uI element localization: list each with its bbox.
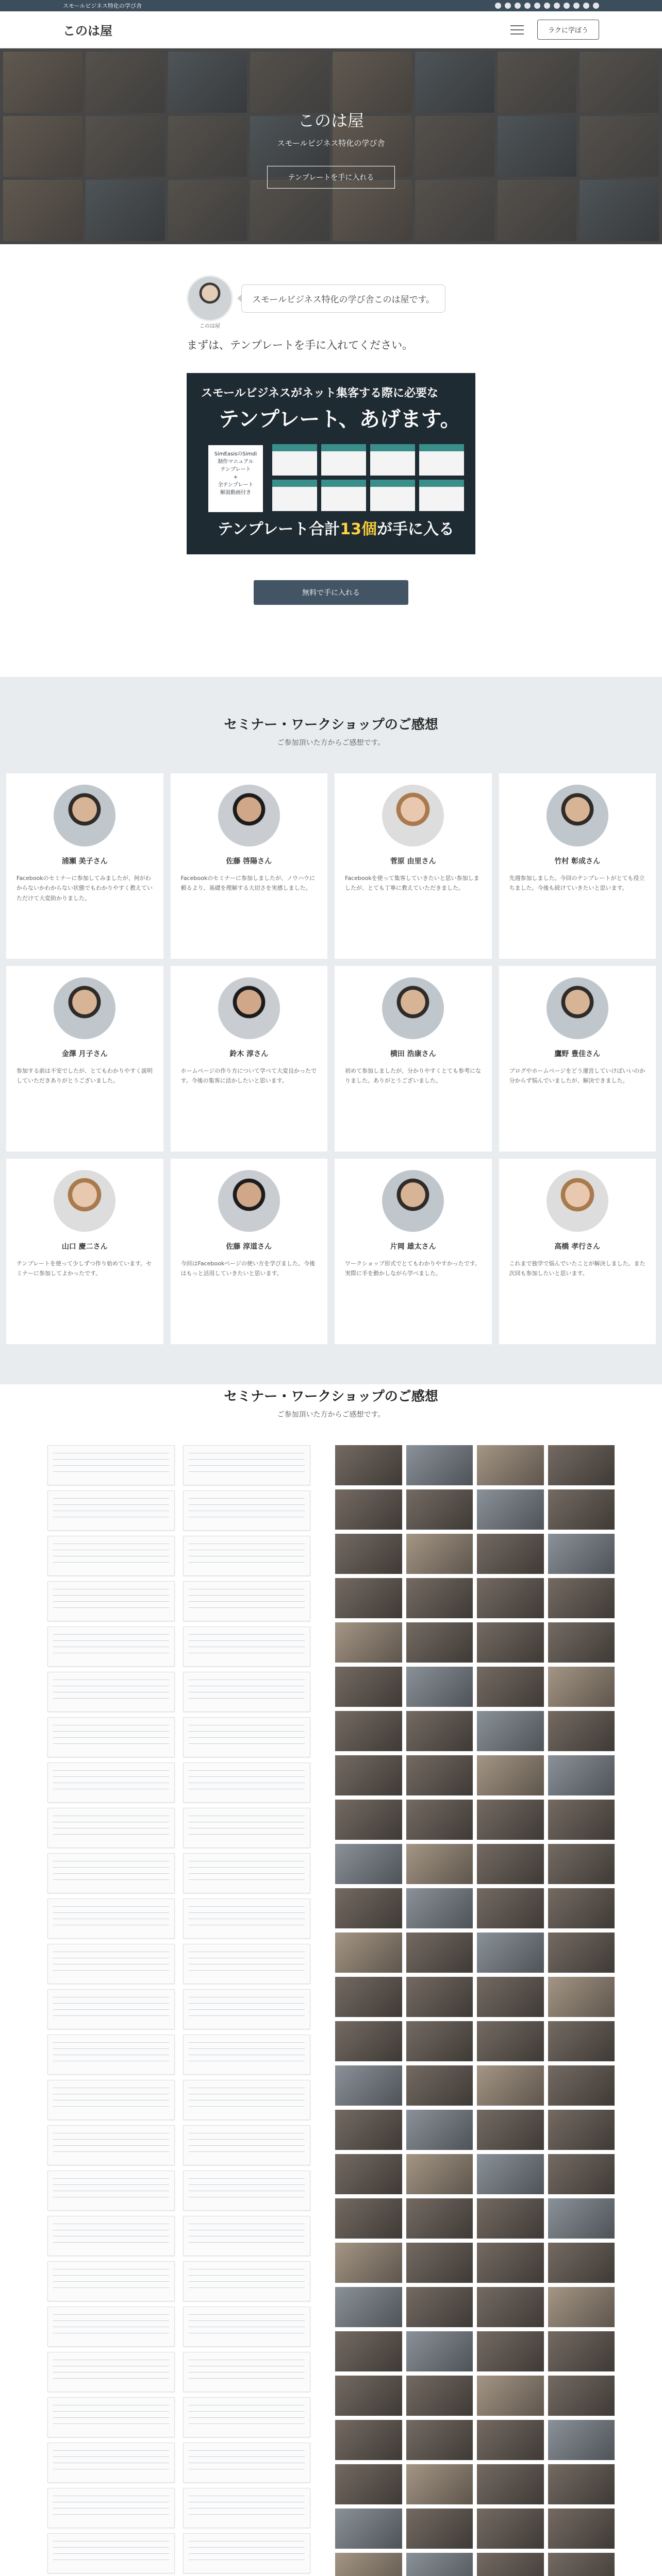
feedback-sheet-image bbox=[183, 2488, 310, 2528]
feedback-sheet-image bbox=[183, 1762, 310, 1803]
workshop-photo bbox=[406, 2420, 473, 2460]
workshop-photo bbox=[477, 2553, 544, 2576]
workshop-photo bbox=[548, 2021, 615, 2061]
gallery-title: セミナー・ワークショップのご感想 bbox=[224, 1389, 438, 1404]
avatar bbox=[218, 785, 280, 846]
workshop-photo bbox=[335, 2154, 402, 2194]
feedback-sheet-image bbox=[183, 1626, 310, 1667]
feedback-sheet-image bbox=[183, 1672, 310, 1712]
workshop-photo bbox=[477, 1534, 544, 1574]
header-cta-button[interactable]: ラクに学ぼう bbox=[537, 20, 599, 40]
feedback-sheet-image bbox=[47, 1581, 175, 1621]
workshop-photo bbox=[406, 1888, 473, 1928]
workshop-photo bbox=[335, 1622, 402, 1663]
testimonial-card: 山口 慶二さん テンプレートを使って少しずつ作り始めています。セミナーに参加してよかったです。 bbox=[6, 1159, 163, 1344]
feedback-sheet-image bbox=[183, 1853, 310, 1893]
feedback-sheet-image bbox=[183, 2443, 310, 2483]
workshop-photo bbox=[335, 2420, 402, 2460]
workshop-photo bbox=[548, 2509, 615, 2549]
workshop-photo bbox=[406, 1844, 473, 1884]
twitter-icon[interactable] bbox=[505, 3, 511, 9]
avatar bbox=[547, 977, 608, 1039]
workshop-photo bbox=[335, 2553, 402, 2576]
workshop-photo bbox=[406, 2376, 473, 2416]
feedback-sheet-image bbox=[47, 2125, 175, 2165]
workshop-photo bbox=[477, 2331, 544, 2371]
workshop-photo bbox=[335, 1534, 402, 1574]
testimonial-card: 竹村 彰成さん 先週参加しました。今回のテンプレートがとても役立ちました。今後も続けていきたいと思います。 bbox=[499, 773, 656, 959]
workshop-photo bbox=[477, 1755, 544, 1795]
feedback-sheet-image bbox=[47, 2443, 175, 2483]
workshop-photo bbox=[548, 1578, 615, 1618]
workshop-photo bbox=[477, 2065, 544, 2106]
top-bar bbox=[0, 0, 662, 11]
workshop-photo bbox=[406, 2464, 473, 2504]
feedback-sheet-image bbox=[47, 2035, 175, 2075]
workshop-photo bbox=[477, 2243, 544, 2283]
workshop-photo bbox=[406, 1578, 473, 1618]
workshop-photo bbox=[335, 1489, 402, 1530]
avatar bbox=[382, 977, 444, 1039]
workshop-photo bbox=[477, 1667, 544, 1707]
workshop-photo bbox=[477, 1489, 544, 1530]
feedback-sheet-image bbox=[47, 2171, 175, 2211]
feedback-sheet-image bbox=[47, 1536, 175, 1576]
workshop-photo bbox=[548, 1534, 615, 1574]
instagram-icon[interactable] bbox=[515, 3, 521, 9]
feedback-sheet-image bbox=[183, 2397, 310, 2437]
hatena-icon[interactable] bbox=[573, 3, 580, 9]
feedback-sheet-image bbox=[183, 1490, 310, 1531]
hero-template-button[interactable]: テンプレートを手に入れる bbox=[267, 166, 395, 189]
intro-section bbox=[187, 244, 475, 687]
workshop-photo bbox=[335, 2287, 402, 2327]
gallery-subtitle: ご参加頂いた方からご感想です。 bbox=[277, 1411, 385, 1419]
mail-icon[interactable] bbox=[544, 3, 550, 9]
testimonial-card: 鈴木 淳さん ホームページの作り方について学べて大変良かったです。今後の集客に活かしたいと思います。 bbox=[171, 966, 328, 1151]
workshop-photo bbox=[335, 2509, 402, 2549]
search-icon[interactable] bbox=[593, 3, 599, 9]
gallery-section bbox=[0, 1345, 662, 2576]
workshop-photo bbox=[406, 2198, 473, 2239]
workshop-photo bbox=[335, 1445, 402, 1485]
get-template-button[interactable]: 無料で手に入れる bbox=[254, 580, 408, 605]
intro-lead: まずは、テンプレートを手に入れてください。 bbox=[187, 339, 413, 351]
feedback-sheet-image bbox=[183, 2216, 310, 2256]
feedback-sheet-image bbox=[183, 2261, 310, 2301]
workshop-photo bbox=[406, 1622, 473, 1663]
workshop-photo bbox=[335, 1667, 402, 1707]
workshop-photo bbox=[548, 2154, 615, 2194]
workshop-photo bbox=[548, 1977, 615, 2017]
hamburger-icon[interactable] bbox=[510, 25, 524, 35]
feedback-sheet-image bbox=[47, 1808, 175, 1848]
testimonial-card: 浦瀬 美子さん Facebookのセミナーに参加してみましたが、何がわからないかわからない状態でもわかりやすく教えていただけて大変助かりました。 bbox=[6, 773, 163, 959]
workshop-photo bbox=[548, 2331, 615, 2371]
feedback-sheet-image bbox=[47, 1989, 175, 2029]
workshop-photo bbox=[335, 2065, 402, 2106]
feedback-sheet-image bbox=[183, 2125, 310, 2165]
workshop-photo bbox=[335, 1933, 402, 1973]
feedback-sheet-image bbox=[47, 2488, 175, 2528]
feedback-sheet-image bbox=[47, 1490, 175, 1531]
workshop-photo bbox=[477, 2110, 544, 2150]
banner-headline: テンプレート、あげます。 bbox=[219, 408, 461, 431]
workshop-photo bbox=[335, 2331, 402, 2371]
speech-bubble: スモールビジネス特化の学び舎このは屋です。 bbox=[241, 284, 445, 313]
testimonial-card: 佐藤 啓陽さん Facebookのセミナーに参加しましたが、ノウハウに頼るより、基礎を理解する大切さを実感しました。 bbox=[171, 773, 328, 959]
workshop-photo bbox=[548, 2376, 615, 2416]
feedly-icon[interactable] bbox=[564, 3, 570, 9]
workshop-photos bbox=[335, 1445, 615, 2576]
workshop-photo bbox=[335, 2110, 402, 2150]
voices-section bbox=[0, 677, 662, 1384]
feedback-sheet-image bbox=[47, 1899, 175, 1939]
avatar bbox=[54, 977, 115, 1039]
avatar bbox=[54, 785, 115, 846]
workshop-photo bbox=[548, 1844, 615, 1884]
workshop-photo bbox=[406, 1445, 473, 1485]
site-logo[interactable]: このは屋 bbox=[63, 24, 112, 38]
avatar-name: このは屋 bbox=[200, 324, 220, 329]
voices-subtitle: ご参加頂いた方からご感想です。 bbox=[277, 739, 385, 747]
hero-subtitle: スモールビジネス特化の学び舎 bbox=[277, 139, 385, 148]
line-icon[interactable] bbox=[534, 3, 540, 9]
feedback-sheet-image bbox=[183, 2352, 310, 2392]
avatar bbox=[547, 785, 608, 846]
workshop-photo bbox=[477, 1578, 544, 1618]
feedback-sheet-image bbox=[183, 1445, 310, 1485]
workshop-photo bbox=[477, 2464, 544, 2504]
workshop-photo bbox=[548, 2243, 615, 2283]
workshop-photo bbox=[477, 1933, 544, 1973]
feedback-sheet-image bbox=[47, 1717, 175, 1757]
workshop-photo bbox=[406, 2509, 473, 2549]
facebook-icon[interactable] bbox=[495, 3, 501, 9]
workshop-photo bbox=[335, 1755, 402, 1795]
workshop-photo bbox=[335, 1711, 402, 1751]
feedback-sheet-image bbox=[47, 2261, 175, 2301]
workshop-photo bbox=[406, 2553, 473, 2576]
workshop-photo bbox=[406, 1800, 473, 1840]
workshop-photo bbox=[406, 2287, 473, 2327]
workshop-photo bbox=[335, 2198, 402, 2239]
banner-top-text: スモールビジネスがネット集客する際に必要な bbox=[201, 387, 439, 400]
workshop-photo bbox=[477, 1445, 544, 1485]
workshop-photo bbox=[335, 1800, 402, 1840]
testimonial-card: 鷹野 豊佳さん ブログやホームページをどう運営していけばいいのか分からず悩んでいましたが、解決できました。 bbox=[499, 966, 656, 1151]
workshop-photo bbox=[548, 2464, 615, 2504]
banner-template-thumbnails bbox=[272, 444, 464, 511]
site-header bbox=[0, 11, 662, 48]
workshop-photo bbox=[548, 1933, 615, 1973]
avatar bbox=[54, 1170, 115, 1232]
workshop-photo bbox=[477, 1977, 544, 2017]
testimonial-card: 菅原 由里さん Facebookを使って集客していきたいと思い参加しましたが、とても丁寧に教えていただきました。 bbox=[335, 773, 492, 959]
workshop-photo bbox=[406, 1534, 473, 1574]
feedback-sheet-image bbox=[47, 2397, 175, 2437]
workshop-photo bbox=[335, 1888, 402, 1928]
workshop-photo bbox=[548, 2110, 615, 2150]
feedback-sheet-image bbox=[183, 2307, 310, 2347]
feedback-sheet-image bbox=[47, 2533, 175, 2573]
avatar bbox=[187, 275, 233, 329]
voices-title: セミナー・ワークショップのご感想 bbox=[224, 717, 438, 733]
workshop-photo bbox=[406, 1933, 473, 1973]
workshop-photo bbox=[548, 1445, 615, 1485]
workshop-photo bbox=[477, 1622, 544, 1663]
workshop-photo bbox=[406, 2021, 473, 2061]
workshop-photo bbox=[477, 1711, 544, 1751]
workshop-photo bbox=[477, 1888, 544, 1928]
workshop-photo bbox=[548, 2420, 615, 2460]
workshop-photo bbox=[406, 2243, 473, 2283]
pocket-icon[interactable] bbox=[583, 3, 589, 9]
feedback-sheet-image bbox=[47, 1853, 175, 1893]
feedback-sheet-image bbox=[47, 1626, 175, 1667]
workshop-photo bbox=[406, 2154, 473, 2194]
workshop-photo bbox=[335, 1977, 402, 2017]
workshop-photo bbox=[335, 1578, 402, 1618]
workshop-photo bbox=[406, 2110, 473, 2150]
workshop-photo bbox=[406, 1489, 473, 1530]
avatar bbox=[218, 1170, 280, 1232]
testimonial-card: 高橋 孝行さん これまで独学で悩んでいたことが解決しました。また次回も参加したいと思います。 bbox=[499, 1159, 656, 1344]
avatar bbox=[382, 785, 444, 846]
testimonial-card: 片岡 雄太さん ワークショップ形式でとてもわかりやすかったです。実際に手を動かしながら学べました。 bbox=[335, 1159, 492, 1344]
feedback-sheet-image bbox=[47, 2080, 175, 2120]
template-banner[interactable] bbox=[187, 373, 475, 554]
workshop-photo bbox=[477, 2509, 544, 2549]
workshop-photo bbox=[548, 1755, 615, 1795]
avatar bbox=[382, 1170, 444, 1232]
workshop-photo bbox=[477, 2420, 544, 2460]
feedback-sheet-image bbox=[183, 1944, 310, 1984]
workshop-photo bbox=[548, 2287, 615, 2327]
hero bbox=[0, 48, 662, 244]
feedback-sheet-image bbox=[183, 1899, 310, 1939]
workshop-photo bbox=[548, 1667, 615, 1707]
workshop-photo bbox=[406, 1755, 473, 1795]
avatar bbox=[218, 977, 280, 1039]
workshop-photo bbox=[548, 1622, 615, 1663]
avatar bbox=[547, 1170, 608, 1232]
workshop-photo bbox=[548, 2553, 615, 2576]
workshop-photo bbox=[406, 1977, 473, 2017]
testimonial-card: 金澤 月子さん 参加する前は不安でしたが、とてもわかりやすく説明していただきありがとうございました。 bbox=[6, 966, 163, 1151]
workshop-photo bbox=[477, 2154, 544, 2194]
banner-bottom-text: テンプレート合計13個が手に入る bbox=[218, 520, 455, 538]
feedback-sheet-image bbox=[183, 2080, 310, 2120]
workshop-photo bbox=[406, 2331, 473, 2371]
workshop-photo bbox=[477, 2287, 544, 2327]
feedback-sheet-image bbox=[183, 1536, 310, 1576]
workshop-photo bbox=[548, 1800, 615, 1840]
workshop-photo bbox=[548, 1711, 615, 1751]
workshop-photo bbox=[406, 1667, 473, 1707]
workshop-photo bbox=[548, 1489, 615, 1530]
feedback-sheet-image bbox=[47, 1672, 175, 1712]
feedback-sheet-image bbox=[47, 1944, 175, 1984]
testimonial-card: 佐藤 淳道さん 今回はFacebookページの使い方を学びました。今後はもっと活用していきたいと思います。 bbox=[171, 1159, 328, 1344]
workshop-photo bbox=[477, 2198, 544, 2239]
banner-manual-book: SimEasisのSimdi 制作マニュアル テンプレート + 全テンプレート 解説動画付き bbox=[208, 445, 263, 512]
youtube-icon[interactable] bbox=[524, 3, 531, 9]
workshop-photo bbox=[406, 1711, 473, 1751]
feedback-sheet-image bbox=[183, 2533, 310, 2573]
workshop-photo bbox=[477, 2376, 544, 2416]
workshop-photo bbox=[406, 2065, 473, 2106]
testimonial-card: 横田 浩康さん 初めて参加しましたが、分かりやすくとても参考になりました。ありがとうございました。 bbox=[335, 966, 492, 1151]
feedback-sheets bbox=[47, 1445, 310, 2576]
workshop-photo bbox=[548, 1888, 615, 1928]
feedback-sheet-image bbox=[183, 1989, 310, 2029]
feedback-sheet-image bbox=[47, 2216, 175, 2256]
feedback-sheet-image bbox=[183, 1717, 310, 1757]
feedback-sheet-image bbox=[47, 2307, 175, 2347]
workshop-photo bbox=[477, 1800, 544, 1840]
workshop-photo bbox=[335, 2376, 402, 2416]
workshop-photo bbox=[335, 2464, 402, 2504]
topbar-tagline: スモールビジネス特化の学び舎 bbox=[63, 3, 142, 9]
feedback-sheet-image bbox=[47, 1762, 175, 1803]
workshop-photo bbox=[477, 2021, 544, 2061]
workshop-photo bbox=[335, 2243, 402, 2283]
rss-icon[interactable] bbox=[554, 3, 560, 9]
feedback-sheet-image bbox=[183, 1808, 310, 1848]
workshop-photo bbox=[548, 2065, 615, 2106]
workshop-photo bbox=[477, 1844, 544, 1884]
feedback-sheet-image bbox=[47, 1445, 175, 1485]
workshop-photo bbox=[548, 2198, 615, 2239]
feedback-sheet-image bbox=[183, 1581, 310, 1621]
feedback-sheet-image bbox=[183, 2171, 310, 2211]
feedback-sheet-image bbox=[47, 2352, 175, 2392]
workshop-photo bbox=[335, 1844, 402, 1884]
social-icons bbox=[495, 3, 599, 9]
workshop-photo bbox=[335, 2021, 402, 2061]
testimonial-cards bbox=[6, 773, 656, 1344]
feedback-sheet-image bbox=[183, 2035, 310, 2075]
hero-title: このは屋 bbox=[297, 111, 364, 130]
